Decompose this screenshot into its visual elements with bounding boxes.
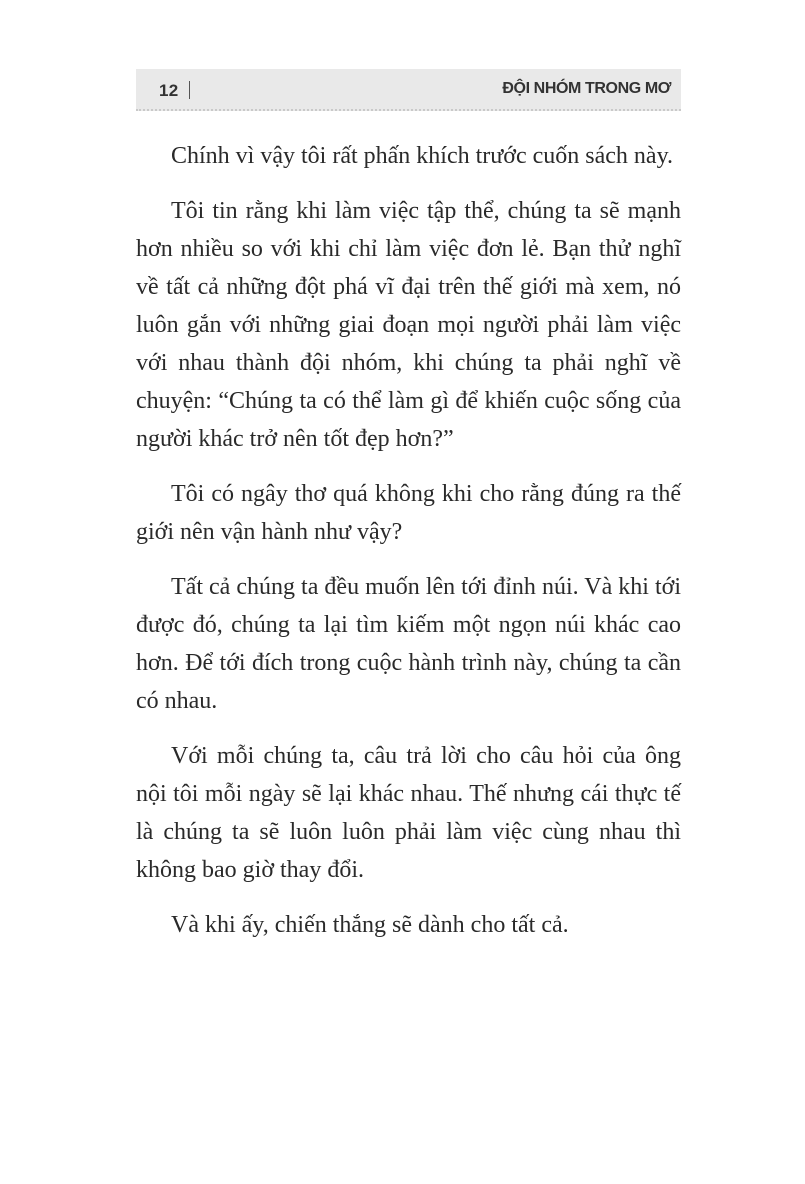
paragraph: Và khi ấy, chiến thắng sẽ dành cho tất cả. <box>171 912 569 938</box>
paragraph: Tôi tin rằng khi làm việc tập thể, chúng ta sẽ mạnh hơn nhiều so với khi chỉ làm việc đơn lẻ. Bạn thử nghĩ về tất cả những đột phá vĩ đại trên thế giới mà xem, nó luôn gắn với những giai đoạn mọi người phải làm việc với nhau thành đội nhóm, khi chúng ta phải nghĩ về chuyện: “Chúng ta có thể làm gì để khiến cuộc sống của người khác trở nên tốt đẹp hơn?” <box>136 198 681 452</box>
paragraph: Chính vì vậy tôi rất phấn khích trước cuốn sách này. <box>171 143 674 169</box>
running-header <box>136 69 681 111</box>
paragraph: Với mỗi chúng ta, câu trả lời cho câu hỏi của ông nội tôi mỗi ngày sẽ lại khác nhau. Thế nhưng cái thực tế là chúng ta sẽ luôn luôn phải làm việc cùng nhau thì không bao giờ thay đổi. <box>136 743 681 883</box>
paragraph: Tất cả chúng ta đều muốn lên tới đỉnh núi. Và khi tới được đó, chúng ta lại tìm kiếm một ngọn núi khác cao hơn. Để tới đích trong cuộc hành trình này, chúng ta cần có nhau. <box>136 574 681 714</box>
book-title: ĐỘI NHÓM TRONG MƠ <box>502 80 671 97</box>
paragraph: Tôi có ngây thơ quá không khi cho rằng đúng ra thế giới nên vận hành như vậy? <box>136 481 681 545</box>
body-text <box>136 137 681 961</box>
header-divider <box>189 81 190 99</box>
page-number: 12 <box>159 81 179 100</box>
